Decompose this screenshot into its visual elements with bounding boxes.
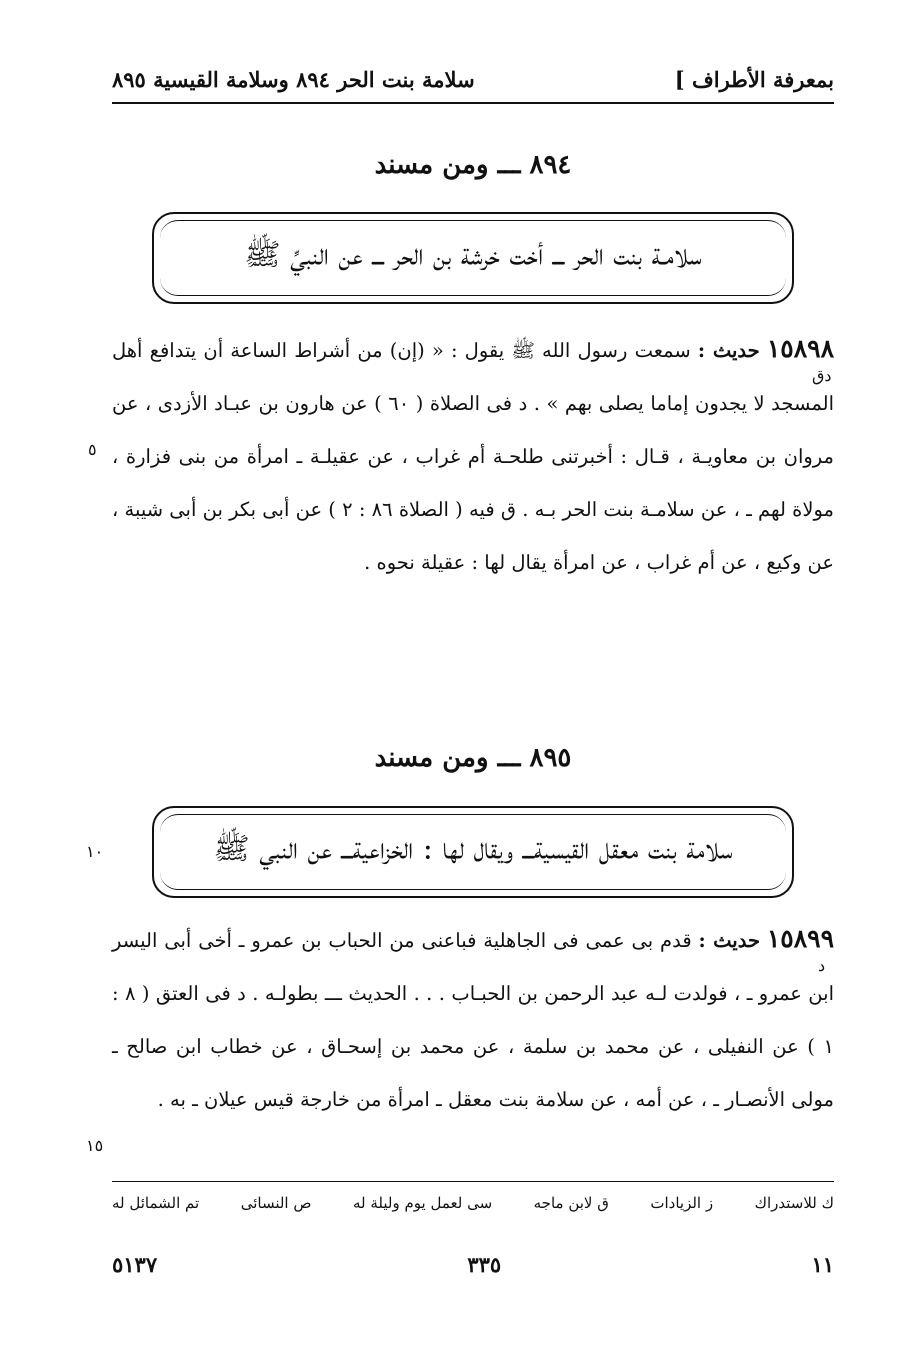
sigla-item: ز الزيادات [650, 1194, 714, 1212]
line-marker: ١٥ [86, 1136, 104, 1155]
sigla-item: سى لعمل يوم وليلة له [352, 1194, 493, 1212]
line-marker: ١٠ [86, 842, 104, 861]
hadith-entry [112, 322, 834, 589]
hadith-number: ١٥٨٩٨ [766, 334, 834, 363]
hadith-label: حديث : [697, 339, 760, 362]
sigla-item: ق لابن ماجه [533, 1194, 609, 1212]
running-header [112, 62, 834, 96]
page-number: ٣٣٥ [467, 1252, 502, 1277]
footer-code: ٥١٣٧ [112, 1252, 158, 1277]
page-footer [112, 1252, 834, 1277]
hadith-entry [112, 912, 834, 1126]
running-header-book: بمعرفة الأطراف ] [674, 66, 834, 92]
margin-sigla: د [818, 956, 826, 975]
narrator-name: سلامـة بنت الحر ـــ أخت خرشة بن الحر ـــ عن النبيِّ ﷺ [244, 237, 702, 273]
sigla-item: ك للاستدراك [754, 1194, 834, 1212]
sigla-item: تم الشمائل له [112, 1194, 200, 1212]
narrator-frame [152, 806, 794, 898]
header-rule [112, 102, 834, 104]
sigla-legend [112, 1194, 834, 1212]
narrator-frame [152, 212, 794, 304]
footer-rule [112, 1181, 834, 1182]
hadith-label: حديث : [698, 929, 760, 952]
hadith-text: سمعت رسول الله ﷺ يقول : « (إن) من أشراط الساعة أن يتدافع أهل المسجد لا يجدون إماما يصلى بهم » . د فى الصلاة ( ٦٠ ) عن هارون بن عبـاد الأزدى ، عن مروان بن معاويـة ، قـال : أخبرتنى طلحـة أم غراب ، عن عقيلـة ـ امرأة من بنى فزارة ، مولاة لهم ـ ، عن سلامـة بنت الحر بـه . ق فيه ( الصلاة ٨٦ : ٢ ) عن أبى بكر بن أبى شيبة ، عن وكيع ، عن أم غراب ، عن امرأة يقال لها : عقيلة نحوه . [112, 339, 834, 574]
hadith-text: قدم بى عمى فى الجاهلية فباعنى من الحباب بن عمرو ـ أخى أبى اليسر ابن عمرو ـ ، فولدت لـه عبد الرحمن بن الحبـاب . . . الحديث ـــ بطولـه . د فى العتق ( ٨ : ١ ) عن النفيلى ، عن محمد بن سلمة ، عن محمد بن إسحـاق ، عن خطاب ابن صالح ـ مولى الأنصـار ـ ، عن أمه ، عن سلامة بنت معقل ـ امرأة من خارجة قيس عيلان ـ به . [112, 929, 834, 1111]
running-header-topic: سلامة بنت الحر ٨٩٤ وسلامة القيسية ٨٩٥ [112, 66, 475, 92]
narrator-name: سلامة بنت معقل القيسيةـــ ويقال لها : الخزاعيةـــ عن النبي ﷺ [213, 831, 733, 867]
hadith-number: ١٥٨٩٩ [766, 924, 834, 953]
volume-number: ١١ [811, 1252, 834, 1277]
section-title: ٨٩٤ ـــ ومن مسند [374, 150, 572, 180]
line-marker: ٥ [88, 440, 97, 459]
margin-sigla: دق [812, 366, 832, 385]
sigla-item: ص النسائى [240, 1194, 312, 1212]
section-title: ٨٩٥ ـــ ومن مسند [374, 743, 572, 773]
